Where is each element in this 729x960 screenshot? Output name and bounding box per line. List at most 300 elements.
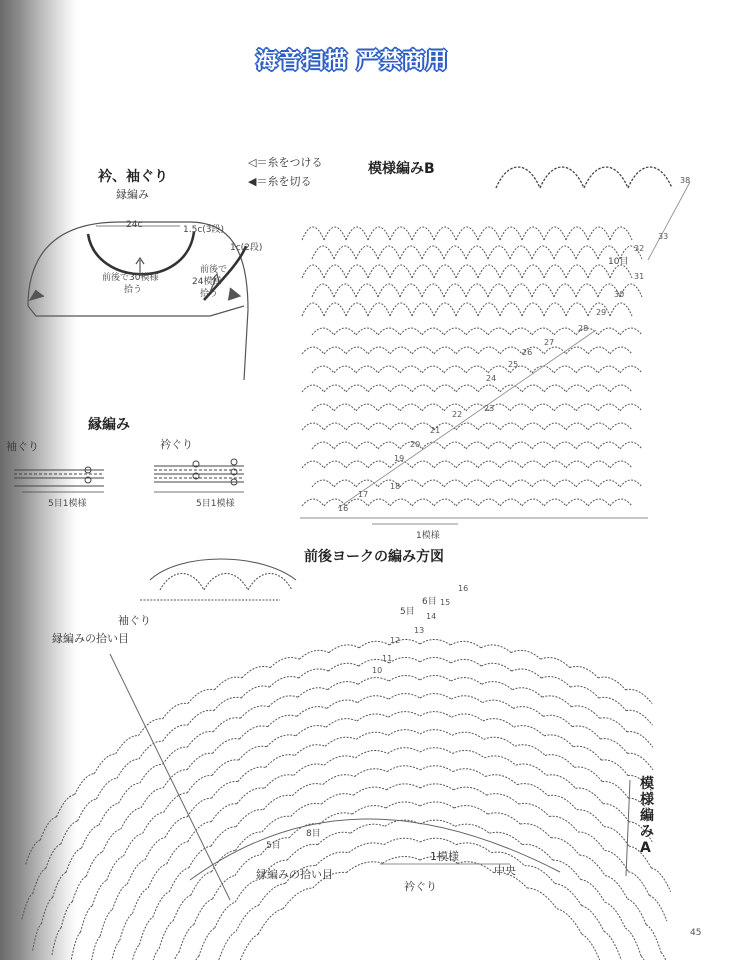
stitch-arch [478,265,500,278]
stitch-arch [532,480,554,487]
stitch-arch [566,461,588,468]
collar-right-label-2: 1c(2段) [230,243,263,253]
stitch-arch [444,442,466,449]
stitch-arch [324,461,346,468]
stitch-arch [191,872,212,896]
stitch-arch [356,246,378,259]
stitch-arch [598,366,620,373]
collar-diagram-title: 衿、袖ぐり [98,169,168,185]
row-number: 31 [634,272,645,281]
stitch-arch [451,659,482,666]
stitch-arch [187,798,211,817]
stitch-arch [389,694,420,700]
stitch-arch [598,677,626,690]
stitch-arch [610,461,632,468]
stitch-arch [312,442,334,449]
stitch-arch [576,284,598,297]
yoke-pickup-label-top: 縁編みの拾い目 [52,632,129,645]
stitch-arch [242,666,270,677]
stitch-arch [390,265,412,278]
stitch-arch [510,284,532,297]
stitch-arch [522,844,553,860]
stitch-arch [211,804,237,822]
stitch-arch [456,843,491,853]
row-number: 16 [338,504,349,513]
stitch-arch [571,686,599,698]
stitch-arch [579,855,605,876]
row-number: 10 [372,666,383,675]
stitch-arch [357,714,388,721]
stitch-arch [544,227,566,240]
stitch-arch [312,284,334,297]
stitch-arch [358,696,389,703]
stitch-arch [400,366,422,373]
stitch-arch [81,906,93,933]
stitch-arch [554,442,576,449]
stitch-arch [40,817,56,840]
stitch-arch [627,899,646,925]
stitch-arch [318,832,351,844]
stitch-arch [400,404,422,411]
stitch-arch [302,423,324,430]
page-number: 45 [690,928,702,938]
stitch-arch [326,719,357,728]
stitch-arch [557,909,582,934]
stitch-arch [269,696,298,707]
stitch-arch [121,808,141,829]
stitch-arch [620,480,642,487]
stitch-arch [139,917,152,944]
stitch-arch [334,404,356,411]
stitch-arch [258,884,285,906]
row-number: 14 [426,612,437,621]
stitch-arch [434,227,456,240]
stitch-arch [188,956,199,960]
stitch-arch [356,750,388,757]
row-number: 28 [578,324,589,333]
stitch-arch [378,366,400,373]
stitch-arch [546,775,575,789]
cut-thread-icon: ◀ [248,175,257,188]
stitch-arch [312,328,334,335]
stitch-arch [456,265,478,278]
legend-cut: ◀＝糸を切る [248,175,312,188]
stitch-arch [452,732,484,739]
yoke-repeat-label: 1模様 [430,850,459,863]
stitch-arch [389,657,420,663]
stitch-arch [368,423,390,430]
stitch-arch [541,677,570,688]
stitch-arch [588,499,610,506]
stitch-arch [138,719,162,736]
stitch-arch [213,739,240,754]
stitch-arch [295,745,325,756]
stitch-arch [163,725,188,741]
row-number: 18 [390,482,401,491]
stitch-arch [163,703,188,719]
stitch-arch [324,227,346,240]
stitch-arch [599,697,626,710]
stitch-arch [488,480,510,487]
stitch-arch [444,328,466,335]
stitch-arch [522,423,544,430]
stitch-arch [553,860,581,879]
row-number: 12 [390,636,401,645]
yoke-title: 前後ヨークの編み方図 [304,549,444,565]
stitch-arch [488,366,510,373]
stitch-arch [389,676,420,682]
stitch-arch [297,707,327,717]
stitch-arch [412,227,434,240]
stitch-arch [368,303,390,316]
stitch-arch [57,795,75,817]
stitch-arch [323,775,355,785]
stitch-arch [291,803,322,816]
stitch-arch [383,856,421,863]
stitch-arch [356,328,378,335]
stitch-arch [554,246,576,259]
stitch-arch [133,888,149,914]
stitch-arch [625,928,641,956]
stitch-arch [212,781,238,798]
stitch-arch [605,876,627,899]
scan-watermark: 海音扫描 严禁商用 [256,49,449,74]
stitch-arch [91,936,100,960]
yoke-top-arches [140,559,296,600]
stitch-arch [312,480,334,487]
stitch-arch [378,328,400,335]
collar-outline [28,222,248,380]
stitch-arch [610,423,632,430]
row-number: 38 [680,176,691,185]
stitch-arch [139,741,163,759]
stitch-arch [566,227,588,240]
stitch-arch [94,754,115,774]
stitch-arch [422,328,444,335]
stitch-arch [519,803,550,816]
stitch-arch [548,795,577,810]
stitch-arch [349,843,384,853]
stitch-arch [359,641,389,647]
stitch-arch [478,347,500,354]
collar-pick-note-2c: 拾う [200,289,219,299]
stitch-arch [299,650,329,659]
stitch-arch [456,499,478,506]
stitch-arch [117,759,139,778]
stitch-arch [141,788,163,808]
row-number: 16 [458,584,469,593]
stitch-arch [481,663,511,671]
stitch-arch [525,866,555,884]
stitch-arch [466,328,488,335]
stitch-arch [358,678,389,685]
stitch-arch [78,799,97,821]
stitch-arch [211,827,236,846]
stitch-arch [328,682,359,690]
stitch-arch [555,884,582,906]
yoke-pickup-label-bottom: 縁編みの拾い目 [256,868,333,881]
stitch-arch [33,924,42,951]
stitch-arch [577,810,604,827]
row-number: 11 [382,654,393,663]
stitch-arch [368,347,390,354]
stitch-arch [551,838,580,855]
stitch-arch [412,499,434,506]
yoke-mark-5-top: 5目 [400,607,415,617]
stitch-arch [576,480,598,487]
pattern-b-row10-label: 10目 [608,257,629,267]
stitch-arch [324,303,346,316]
stitch-arch [412,461,434,468]
stitch-arch [368,227,390,240]
stitch-arch [488,328,510,335]
stitch-arch [420,657,451,663]
stitch-arch [512,688,542,697]
stitch-arch [327,700,358,708]
stitch-arch [46,844,61,868]
stitch-arch [149,949,159,960]
stitch-arch [466,366,488,373]
yoke-mark-5-bottom: 5目 [266,841,281,851]
stitch-arch [368,499,390,506]
stitch-arch [302,499,324,506]
stitch-arch [542,696,571,707]
stitch-arch [451,678,482,685]
stitch-arch [422,366,444,373]
stitch-arch [266,755,295,768]
stitch-arch [566,499,588,506]
stitch-arch [212,760,239,776]
stitch-arch [346,862,382,873]
stitch-arch [572,726,600,739]
stitch-arch [627,732,653,748]
stitch-arch [598,404,620,411]
row-number: 32 [634,244,645,253]
stitch-arch [522,461,544,468]
stitch-arch [33,868,46,893]
stitch-arch [238,767,266,782]
stitch-arch [143,812,164,833]
stitch-arch [302,461,324,468]
stitch-arch [588,385,610,392]
stitch-arch [334,442,356,449]
stitch-arch [515,745,545,756]
stitch-arch [434,347,456,354]
stitch-arch [601,760,628,776]
stitch-arch [610,347,632,354]
stitch-arch [478,461,500,468]
stitch-arch [454,787,487,795]
stitch-arch [302,265,324,278]
stitch-arch [312,404,334,411]
stitch-arch [22,894,33,920]
stitch-arch [187,732,213,748]
stitch-arch [96,778,117,799]
stitch-arch [387,766,420,772]
stitch-arch [444,284,466,297]
stitch-arch [239,746,267,760]
stitch-arch [544,303,566,316]
stitch-arch [610,499,632,506]
stitch-arch [53,872,66,897]
stitch-arch [527,888,557,909]
stitch-arch [422,246,444,259]
stitch-arch [163,747,188,764]
stitch-arch [520,824,551,838]
stitch-arch [302,303,324,316]
stitch-arch [478,227,500,240]
stitch-arch [488,813,521,824]
stitch-arch [324,385,346,392]
stitch-arch [378,442,400,449]
stitch-arch [641,956,652,960]
stitch-arch [378,404,400,411]
stitch-arch [598,442,620,449]
row-number: 17 [358,490,369,499]
stitch-arch [434,499,456,506]
stitch-arch [454,806,488,814]
stitch-arch [478,499,500,506]
stitch-arch [390,423,412,430]
stitch-arch [187,753,213,770]
stitch-arch [268,715,297,726]
stitch-arch [510,404,532,411]
stitch-arch [582,934,601,960]
stitch-arch [466,442,488,449]
row-number: 26 [522,348,533,357]
stitch-arch [570,666,598,677]
stitch-arch [334,246,356,259]
stitch-arch [334,480,356,487]
stitch-arch [500,303,522,316]
stitch-arch [240,706,268,718]
stitch-arch [356,480,378,487]
stitch-arch [544,265,566,278]
stitch-arch [194,899,213,925]
collar-pick-note-2: 前後で [200,265,228,275]
stitch-arch [458,862,494,873]
stitch-arch [400,328,422,335]
stitch-arch [100,910,112,937]
stitch-arch [262,816,291,832]
stitch-arch [188,822,212,842]
stitch-arch [605,902,625,928]
stitch-arch [532,246,554,259]
stitch-arch [456,347,478,354]
stitch-arch [483,719,514,728]
stitch-arch [456,227,478,240]
stitch-arch [388,730,420,736]
stitch-arch [452,714,483,721]
stitch-arch [355,769,388,777]
stitch-arch [351,824,385,833]
stitch-arch [61,902,72,928]
stitch-arch [554,404,576,411]
stitch-arch [434,265,456,278]
stitch-arch [168,953,179,960]
stitch-arch [576,442,598,449]
yoke-collar-label: 衿ぐり [404,880,437,893]
stitch-arch [420,820,455,826]
stitch-arch [302,227,324,240]
stitch-arch [140,764,163,783]
stitch-arch [400,480,422,487]
pattern-b-repeat-label: 1模様 [416,531,440,541]
stitch-arch [400,284,422,297]
stitch-arch [610,385,632,392]
stitch-arch [215,902,235,928]
edge-repeat-left: 5目1模様 [48,499,87,509]
stitch-arch [481,645,511,653]
stitch-arch [61,821,78,844]
stitch-arch [522,385,544,392]
stitch-arch [235,880,259,903]
stitch-arch [422,404,444,411]
collar-pick-note-1: 前後で30模様 [102,273,159,283]
stitch-arch [420,766,453,772]
stitch-arch [500,265,522,278]
stitch-arch [627,753,653,770]
stitch-arch [356,284,378,297]
stitch-arch [296,726,326,736]
stitch-arch [566,423,588,430]
stitch-arch [554,366,576,373]
stitch-arch [188,689,215,703]
stitch-arch [148,864,167,888]
stitch-arch [299,669,329,678]
stitch-arch [544,423,566,430]
stitch-arch [466,284,488,297]
stitch-arch [478,423,500,430]
stitch-arch [412,347,434,354]
stitch-arch [334,284,356,297]
stitch-arch [270,658,299,668]
stitch-arch [390,303,412,316]
stitch-arch [604,827,629,846]
yoke-mark-6: 6目 [422,597,437,607]
stitch-arch [110,941,120,960]
stitch-arch [544,735,573,747]
pattern-b-chart [302,227,645,506]
stitch-arch [41,898,52,924]
stitch-arch [412,265,434,278]
stitch-arch [153,892,170,918]
stitch-arch [661,953,672,960]
stitch-arch [368,385,390,392]
stitch-arch [649,895,667,921]
stitch-arch [420,730,452,736]
stitch-arch [500,423,522,430]
collar-right-label-1: 1.5c(3段) [183,225,225,235]
stitch-arch [522,227,544,240]
stitch-arch [324,756,355,765]
stitch-arch [466,480,488,487]
stitch-arch [544,499,566,506]
stitch-arch [390,385,412,392]
stitch-arch [620,328,642,335]
stitch-arch [99,803,119,825]
stitch-arch [574,767,602,782]
stitch-arch [334,328,356,335]
stitch-arch [566,385,588,392]
stitch-arch [554,328,576,335]
stitch-arch [576,788,604,804]
stitch-arch [26,840,41,864]
stitch-arch [324,423,346,430]
stitch-arch [368,265,390,278]
stitch-arch [179,925,194,953]
stitch-arch [352,806,386,814]
